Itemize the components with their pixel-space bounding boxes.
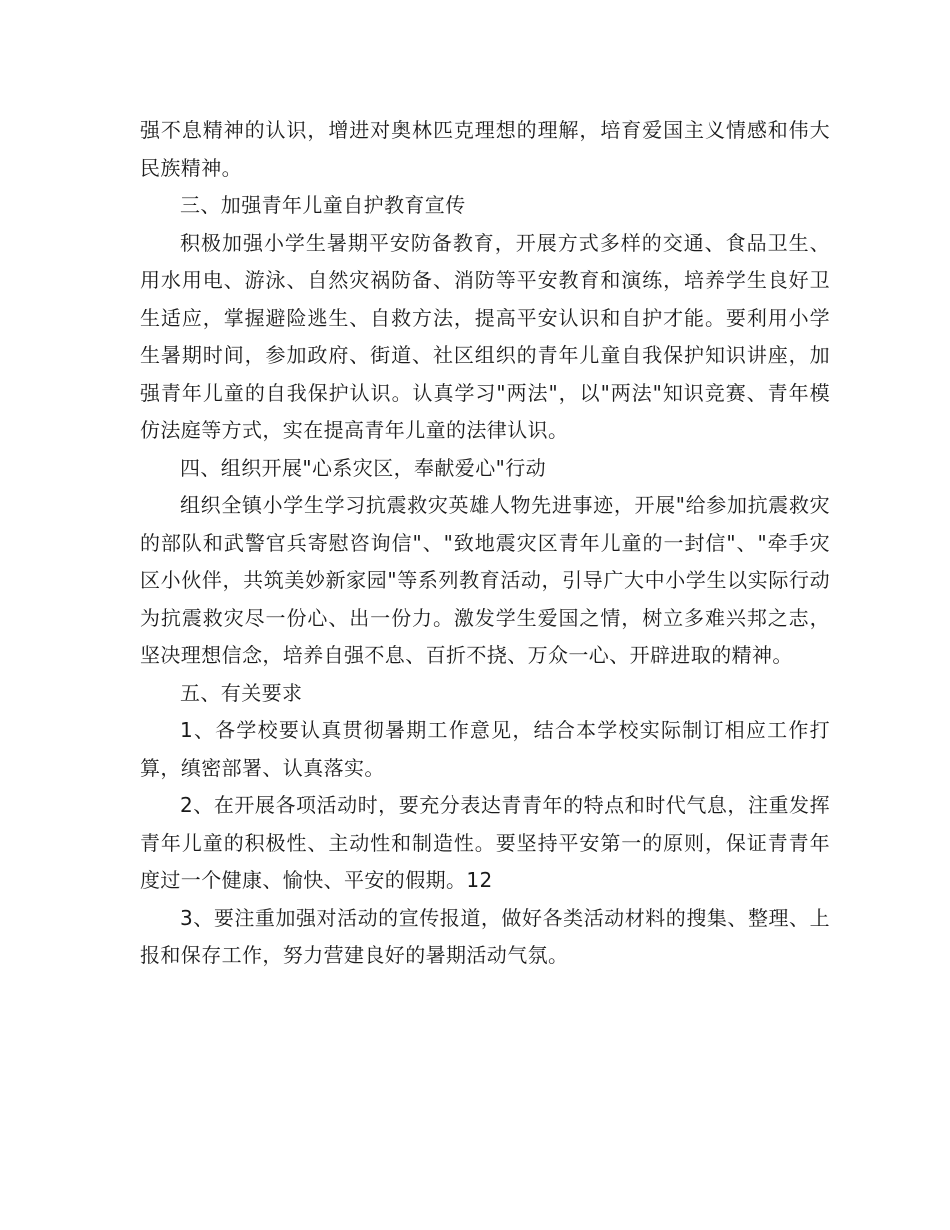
paragraph-continuation: 强不息精神的认识，增进对奥林匹克理想的理解，培育爱国主义情感和伟大民族精神。 xyxy=(140,118,830,180)
requirement-item-2: 2、在开展各项活动时，要充分表达青青年的特点和时代气息，注重发挥青年儿童的积极性、主动性和制造性。要坚持平安第一的原则，保证青青年度过一个健康、愉快、平安的假期。12 xyxy=(140,793,830,892)
requirement-item-3: 3、要注重加强对活动的宣传报道，做好各类活动材料的搜集、整理、上报和保存工作，努力营建良好的暑期活动气氛。 xyxy=(140,905,830,967)
requirement-item-1: 1、各学校要认真贯彻暑期工作意见，结合本学校实际制订相应工作打算，缜密部署、认真落实。 xyxy=(140,718,830,780)
paragraph-self-protection: 积极加强小学生暑期平安防备教育，开展方式多样的交通、食品卫生、用水用电、游泳、自然灾祸防备、消防等平安教育和演练，培养学生良好卫生适应，掌握避险逃生、自救方法，提高平安认识和自护才能。要利用小学生暑期时间，参加政府、街道、社区组织的青年儿童自我保护知识讲座，加强青年儿童的自我保护认识。认真学习"两法"，以"两法"知识竞赛、青年模仿法庭等方式，实在提高青年儿童的法律认识。 xyxy=(140,230,830,442)
section-heading-4: 四、组织开展"心系灾区，奉献爱心"行动 xyxy=(180,455,546,480)
section-heading-5: 五、有关要求 xyxy=(180,680,303,705)
section-heading-3: 三、加强青年儿童自护教育宣传 xyxy=(180,193,466,217)
paragraph-disaster-relief: 组织全镇小学生学习抗震救灾英雄人物先进事迹，开展"给参加抗震救灾的部队和武警官兵寄慰咨询信"、"致地震灾区青年儿童的一封信"、"牵手灾区小伙伴，共筑美妙新家园"等系列教育活动，引导广大中小学生以实际行动为抗震救灾尽一份心、出一份力。激发学生爱国之情，树立多难兴邦之志，坚决理想信念，培养自强不息、百折不挠、万众一心、开辟进取的精神。 xyxy=(140,493,830,667)
document-body xyxy=(140,112,830,975)
